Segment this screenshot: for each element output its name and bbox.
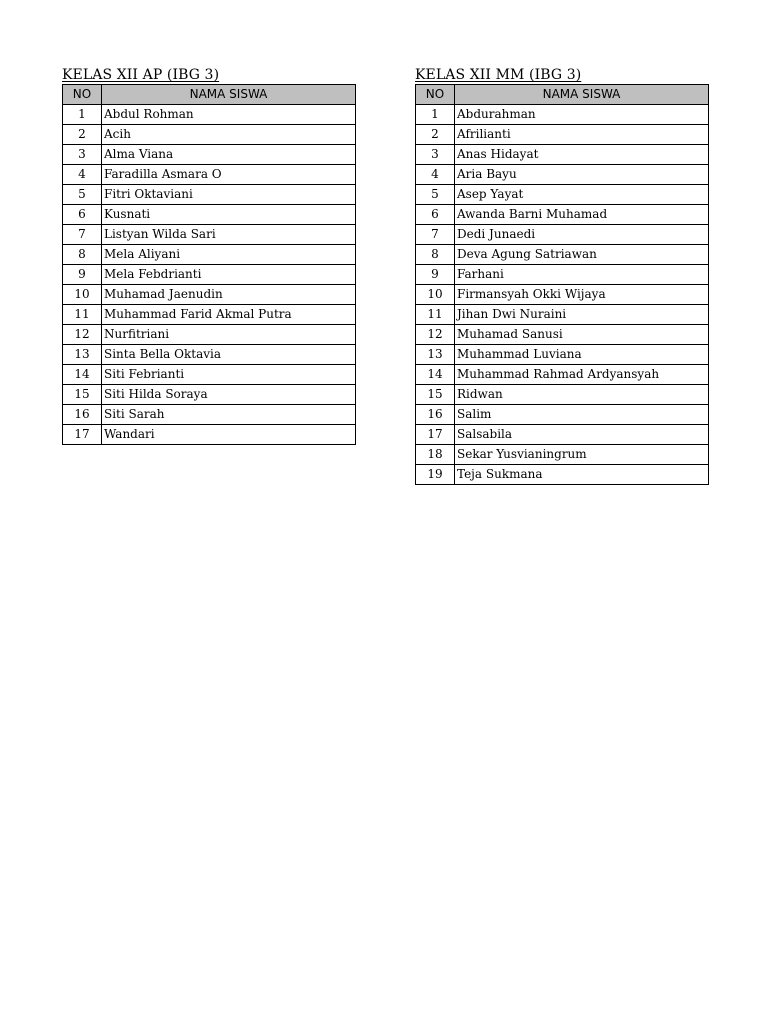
table-row [416, 425, 709, 445]
table-row [63, 265, 356, 285]
class-title: KELAS XII AP (IBG 3) [62, 67, 220, 83]
table-row [63, 425, 356, 445]
student-name: Sekar Yusvianingrum [455, 445, 709, 465]
table-row [416, 285, 709, 305]
table-row [63, 205, 356, 225]
student-name: Siti Sarah [102, 405, 356, 425]
table-row [416, 385, 709, 405]
student-number: 11 [63, 305, 102, 325]
student-name: Farhani [455, 265, 709, 285]
student-name: Afrilianti [455, 125, 709, 145]
table-row [416, 465, 709, 485]
student-name: Dedi Junaedi [455, 225, 709, 245]
student-number: 15 [63, 385, 102, 405]
table-row [416, 305, 709, 325]
student-name: Awanda Barni Muhamad [455, 205, 709, 225]
student-name: Muhamad Sanusi [455, 325, 709, 345]
table-row [63, 185, 356, 205]
table-row [63, 245, 356, 265]
student-name: Listyan Wilda Sari [102, 225, 356, 245]
student-name: Salsabila [455, 425, 709, 445]
table-row [63, 365, 356, 385]
student-name: Abdurahman [455, 105, 709, 125]
table-row [416, 345, 709, 365]
table-row [63, 145, 356, 165]
student-number: 6 [63, 205, 102, 225]
student-number: 12 [416, 325, 455, 345]
table-row [63, 225, 356, 245]
table-row [416, 145, 709, 165]
table-row [63, 325, 356, 345]
student-number: 1 [63, 105, 102, 125]
student-name: Sinta Bella Oktavia [102, 345, 356, 365]
table-row [63, 105, 356, 125]
student-number: 9 [63, 265, 102, 285]
column-header-no: NO [416, 85, 455, 105]
student-name: Nurfitriani [102, 325, 356, 345]
student-number: 14 [416, 365, 455, 385]
student-name: Kusnati [102, 205, 356, 225]
student-number: 3 [63, 145, 102, 165]
student-name: Muhamad Jaenudin [102, 285, 356, 305]
table-row [416, 325, 709, 345]
student-number: 7 [416, 225, 455, 245]
student-number: 7 [63, 225, 102, 245]
student-number: 18 [416, 445, 455, 465]
student-number: 12 [63, 325, 102, 345]
student-number: 8 [416, 245, 455, 265]
table-row [416, 365, 709, 385]
student-number: 13 [63, 345, 102, 365]
student-name: Siti Hilda Soraya [102, 385, 356, 405]
class-roster-xii-mm [415, 66, 709, 485]
student-name: Aria Bayu [455, 165, 709, 185]
student-name: Deva Agung Satriawan [455, 245, 709, 265]
student-name: Wandari [102, 425, 356, 445]
student-table [62, 84, 356, 445]
student-name: Mela Febdrianti [102, 265, 356, 285]
student-number: 4 [63, 165, 102, 185]
student-name: Anas Hidayat [455, 145, 709, 165]
student-number: 17 [416, 425, 455, 445]
table-row [63, 125, 356, 145]
class-roster-xii-ap [62, 66, 356, 445]
column-header-name: NAMA SISWA [455, 85, 709, 105]
table-header-row [416, 85, 709, 105]
class-title: KELAS XII MM (IBG 3) [415, 67, 582, 83]
student-name: Acih [102, 125, 356, 145]
table-row [416, 445, 709, 465]
student-number: 13 [416, 345, 455, 365]
student-name: Teja Sukmana [455, 465, 709, 485]
table-row [416, 125, 709, 145]
student-number: 3 [416, 145, 455, 165]
student-number: 10 [63, 285, 102, 305]
student-number: 5 [63, 185, 102, 205]
table-row [416, 205, 709, 225]
student-number: 2 [63, 125, 102, 145]
student-table [415, 84, 709, 485]
table-row [416, 185, 709, 205]
student-name: Muhammad Farid Akmal Putra [102, 305, 356, 325]
table-row [63, 405, 356, 425]
student-number: 6 [416, 205, 455, 225]
table-row [63, 165, 356, 185]
student-number: 10 [416, 285, 455, 305]
student-number: 2 [416, 125, 455, 145]
student-number: 1 [416, 105, 455, 125]
student-number: 19 [416, 465, 455, 485]
student-name: Siti Febrianti [102, 365, 356, 385]
student-number: 17 [63, 425, 102, 445]
table-row [416, 165, 709, 185]
student-name: Salim [455, 405, 709, 425]
student-number: 5 [416, 185, 455, 205]
student-name: Fitri Oktaviani [102, 185, 356, 205]
table-row [416, 225, 709, 245]
student-name: Muhammad Luviana [455, 345, 709, 365]
student-rows [416, 105, 709, 485]
student-number: 16 [416, 405, 455, 425]
student-name: Jihan Dwi Nuraini [455, 305, 709, 325]
table-row [416, 265, 709, 285]
student-rows [63, 105, 356, 445]
table-row [63, 285, 356, 305]
student-name: Ridwan [455, 385, 709, 405]
student-name: Alma Viana [102, 145, 356, 165]
student-name: Muhammad Rahmad Ardyansyah [455, 365, 709, 385]
student-number: 15 [416, 385, 455, 405]
student-name: Mela Aliyani [102, 245, 356, 265]
column-header-name: NAMA SISWA [102, 85, 356, 105]
table-row [416, 105, 709, 125]
table-row [63, 385, 356, 405]
student-number: 11 [416, 305, 455, 325]
student-name: Asep Yayat [455, 185, 709, 205]
student-number: 9 [416, 265, 455, 285]
table-row [63, 345, 356, 365]
student-name: Firmansyah Okki Wijaya [455, 285, 709, 305]
student-number: 16 [63, 405, 102, 425]
student-number: 14 [63, 365, 102, 385]
student-name: Abdul Rohman [102, 105, 356, 125]
table-header-row [63, 85, 356, 105]
column-header-no: NO [63, 85, 102, 105]
student-number: 4 [416, 165, 455, 185]
table-row [416, 245, 709, 265]
table-row [63, 305, 356, 325]
student-name: Faradilla Asmara O [102, 165, 356, 185]
student-number: 8 [63, 245, 102, 265]
table-row [416, 405, 709, 425]
